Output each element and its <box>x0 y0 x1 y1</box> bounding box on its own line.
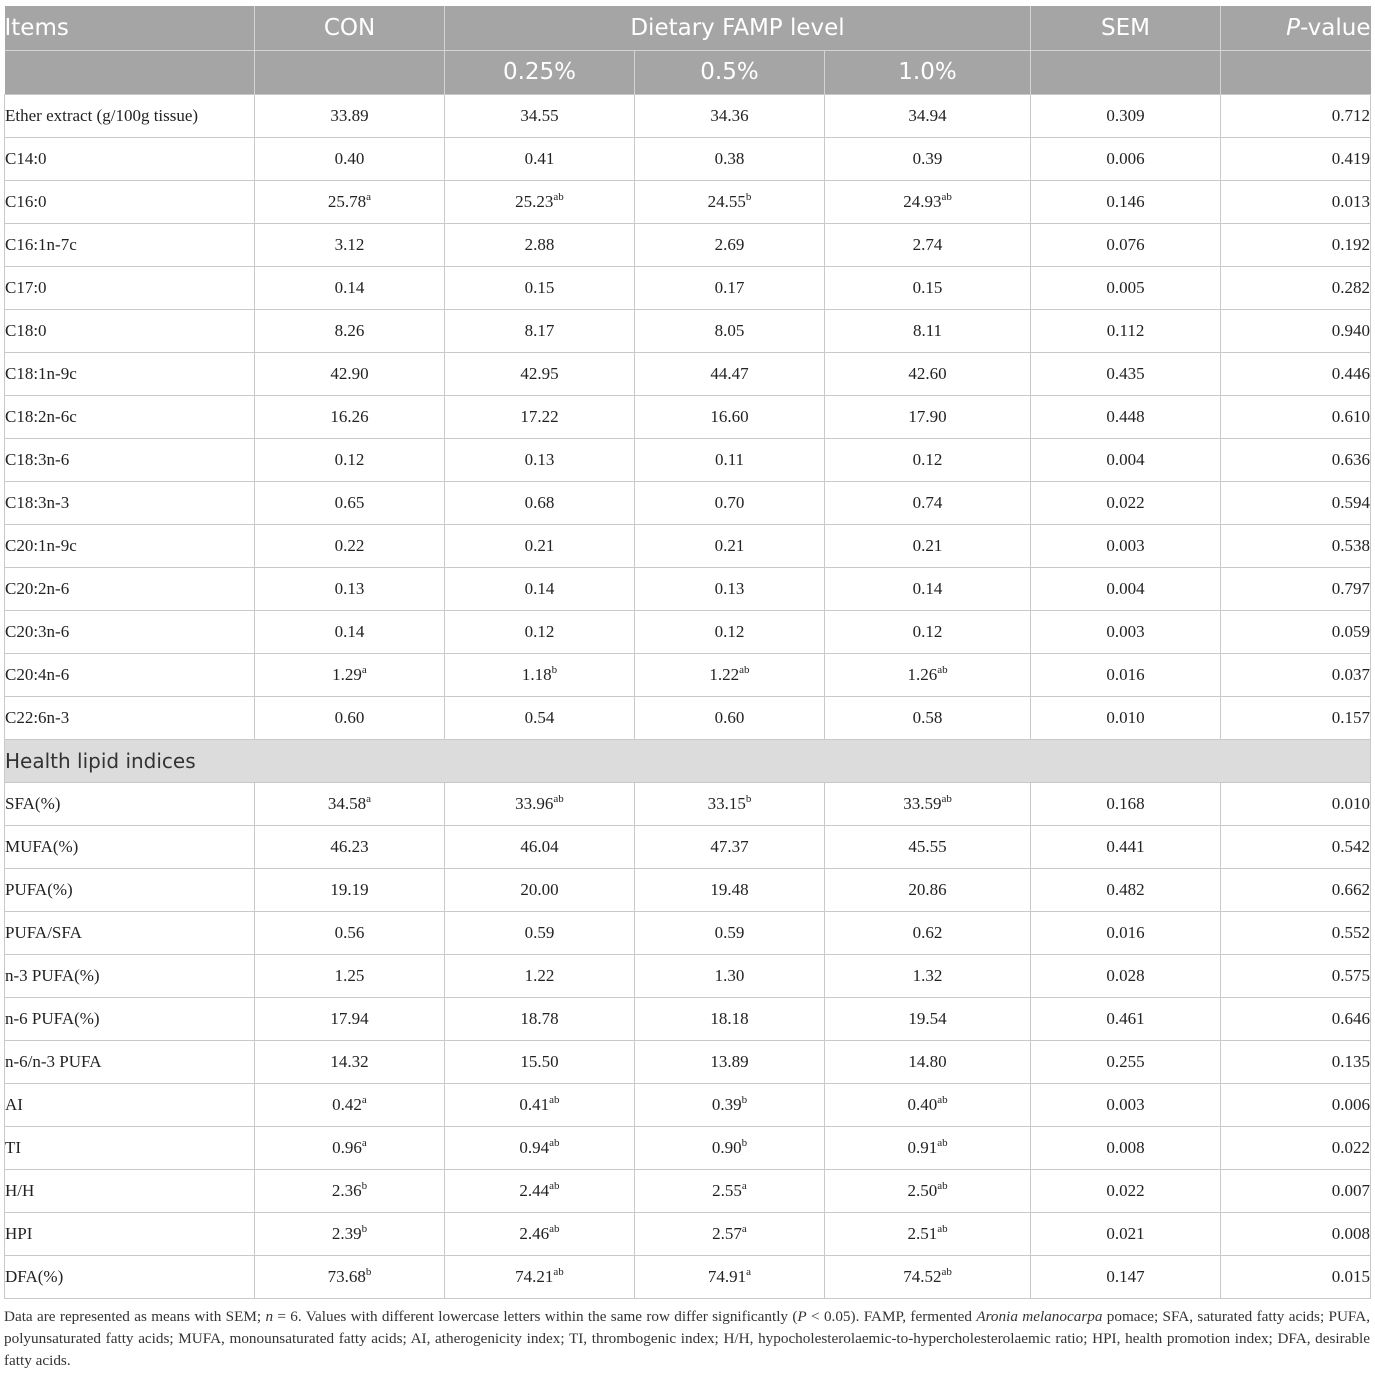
cell-level-1.0: 1.26$^{ab}$ <box>825 653 1031 696</box>
row-label: C18:0 <box>5 309 255 352</box>
row-label: n-6/n-3 PUFA <box>5 1040 255 1083</box>
cell-level-1.0: 0.58 <box>825 696 1031 739</box>
significance-letter: a <box>361 663 367 676</box>
cell-p-value: 0.575 <box>1221 954 1371 997</box>
cell-level-0.5: 0.21 <box>635 524 825 567</box>
cell-level-0.25: 0.94$^{ab}$ <box>445 1126 635 1169</box>
significance-letter: ab <box>549 1179 560 1192</box>
cell-sem: 0.003 <box>1031 610 1221 653</box>
cell-sem: 0.022 <box>1031 1169 1221 1212</box>
significance-letter: ab <box>937 663 948 676</box>
table-row <box>5 825 1371 868</box>
fatty-acid-table <box>4 6 1371 1299</box>
row-label: C20:3n-6 <box>5 610 255 653</box>
cell-level-1.0: 0.21 <box>825 524 1031 567</box>
cell-con: 0.42$^a$ <box>255 1083 445 1126</box>
cell-p-value: 0.008 <box>1221 1212 1371 1255</box>
cell-level-1.0: 14.80 <box>825 1040 1031 1083</box>
row-label: C18:1n-9c <box>5 352 255 395</box>
section-label: Health lipid indices <box>5 739 1371 782</box>
cell-sem: 0.005 <box>1031 266 1221 309</box>
cell-level-0.25: 25.23$^{ab}$ <box>445 180 635 223</box>
cell-level-0.5: 19.48 <box>635 868 825 911</box>
table-row <box>5 997 1371 1040</box>
row-label: H/H <box>5 1169 255 1212</box>
cell-level-0.5: 0.60 <box>635 696 825 739</box>
table-row <box>5 94 1371 137</box>
cell-sem: 0.441 <box>1031 825 1221 868</box>
cell-level-0.25: 0.41$^{ab}$ <box>445 1083 635 1126</box>
cell-level-0.5: 0.12 <box>635 610 825 653</box>
cell-level-1.0: 0.14 <box>825 567 1031 610</box>
cell-con: 8.26 <box>255 309 445 352</box>
cell-level-1.0: 0.74 <box>825 481 1031 524</box>
cell-con: 0.12 <box>255 438 445 481</box>
cell-level-0.25: 8.17 <box>445 309 635 352</box>
cell-level-1.0: 19.54 <box>825 997 1031 1040</box>
cell-sem: 0.255 <box>1031 1040 1221 1083</box>
table-row <box>5 223 1371 266</box>
cell-level-0.25: 17.22 <box>445 395 635 438</box>
significance-letter: ab <box>553 190 564 203</box>
cell-level-1.0: 0.40$^{ab}$ <box>825 1083 1031 1126</box>
cell-level-0.5: 0.17 <box>635 266 825 309</box>
cell-con: 42.90 <box>255 352 445 395</box>
cell-p-value: 0.282 <box>1221 266 1371 309</box>
cell-level-1.0: 2.74 <box>825 223 1031 266</box>
cell-level-0.5: 74.91$^a$ <box>635 1255 825 1298</box>
table-row <box>5 567 1371 610</box>
cell-sem: 0.435 <box>1031 352 1221 395</box>
significance-letter: ab <box>549 1136 560 1149</box>
header-con: CON <box>255 6 445 50</box>
header-level-0.25: 0.25% <box>445 50 635 94</box>
significance-letter: ab <box>937 1136 948 1149</box>
cell-p-value: 0.010 <box>1221 782 1371 825</box>
cell-level-1.0: 45.55 <box>825 825 1031 868</box>
cell-sem: 0.147 <box>1031 1255 1221 1298</box>
row-label: C18:2n-6c <box>5 395 255 438</box>
cell-sem: 0.003 <box>1031 1083 1221 1126</box>
cell-level-1.0: 0.12 <box>825 610 1031 653</box>
cell-level-0.5: 34.36 <box>635 94 825 137</box>
cell-level-0.5: 24.55$^b$ <box>635 180 825 223</box>
table-row <box>5 1083 1371 1126</box>
row-label: n-3 PUFA(%) <box>5 954 255 997</box>
significance-letter: a <box>746 1265 752 1278</box>
table-row <box>5 954 1371 997</box>
row-label: AI <box>5 1083 255 1126</box>
cell-level-0.5: 2.57$^a$ <box>635 1212 825 1255</box>
cell-p-value: 0.610 <box>1221 395 1371 438</box>
cell-level-0.5: 0.11 <box>635 438 825 481</box>
cell-p-value: 0.022 <box>1221 1126 1371 1169</box>
cell-level-1.0: 17.90 <box>825 395 1031 438</box>
cell-con: 33.89 <box>255 94 445 137</box>
table-row <box>5 696 1371 739</box>
header-level-1.0: 1.0% <box>825 50 1031 94</box>
cell-con: 0.60 <box>255 696 445 739</box>
row-label: n-6 PUFA(%) <box>5 997 255 1040</box>
header-row-1 <box>5 6 1371 50</box>
table-body <box>5 94 1371 1298</box>
row-label: C18:3n-3 <box>5 481 255 524</box>
cell-level-1.0: 2.51$^{ab}$ <box>825 1212 1031 1255</box>
cell-level-0.25: 74.21$^{ab}$ <box>445 1255 635 1298</box>
cell-con: 34.58$^a$ <box>255 782 445 825</box>
row-label: C14:0 <box>5 137 255 180</box>
table-footnote: Data are represented as means with SEM; n = 6. Values with different lowercase letters within the same row differ significantly (P < 0.05). FAMP, fermented Aronia melanocarpa pomace; SFA, saturated fatty acids; PUFA, polyunsaturated fatty acids; MUFA, monounsaturated fatty acids; AI, atherogenicity index; TI, thrombogenic index; H/H, hypocholesterolaemic-to-hypercholesterolaemic ratio; HPI, health promotion index; DFA, desirable fatty acids. <box>4 1308 1370 1369</box>
table-row <box>5 438 1371 481</box>
table-row <box>5 352 1371 395</box>
cell-level-1.0: 20.86 <box>825 868 1031 911</box>
cell-level-0.25: 2.88 <box>445 223 635 266</box>
header-p-value: P-value <box>1221 6 1371 50</box>
cell-level-1.0: 24.93$^{ab}$ <box>825 180 1031 223</box>
table-row <box>5 653 1371 696</box>
row-label: C20:4n-6 <box>5 653 255 696</box>
cell-p-value: 0.446 <box>1221 352 1371 395</box>
table-row <box>5 1040 1371 1083</box>
cell-sem: 0.021 <box>1031 1212 1221 1255</box>
cell-level-1.0: 1.32 <box>825 954 1031 997</box>
header-famp-level: Dietary FAMP level <box>445 6 1031 50</box>
cell-level-0.25: 0.41 <box>445 137 635 180</box>
cell-level-0.5: 18.18 <box>635 997 825 1040</box>
cell-p-value: 0.013 <box>1221 180 1371 223</box>
cell-level-0.25: 2.46$^{ab}$ <box>445 1212 635 1255</box>
header-blank <box>255 50 445 94</box>
row-label: SFA(%) <box>5 782 255 825</box>
cell-sem: 0.112 <box>1031 309 1221 352</box>
cell-con: 2.36$^b$ <box>255 1169 445 1212</box>
significance-letter: ab <box>937 1093 948 1106</box>
cell-p-value: 0.712 <box>1221 94 1371 137</box>
cell-con: 0.22 <box>255 524 445 567</box>
header-row-2 <box>5 50 1371 94</box>
row-label: HPI <box>5 1212 255 1255</box>
cell-con: 19.19 <box>255 868 445 911</box>
row-label: C16:0 <box>5 180 255 223</box>
cell-p-value: 0.006 <box>1221 1083 1371 1126</box>
row-label: C20:1n-9c <box>5 524 255 567</box>
significance-letter: b <box>745 190 752 203</box>
cell-level-0.25: 1.18$^b$ <box>445 653 635 696</box>
cell-level-0.5: 0.90$^b$ <box>635 1126 825 1169</box>
cell-sem: 0.076 <box>1031 223 1221 266</box>
cell-con: 16.26 <box>255 395 445 438</box>
significance-letter: ab <box>937 1222 948 1235</box>
cell-level-1.0: 2.50$^{ab}$ <box>825 1169 1031 1212</box>
cell-level-0.5: 0.39$^b$ <box>635 1083 825 1126</box>
cell-level-1.0: 8.11 <box>825 309 1031 352</box>
cell-sem: 0.482 <box>1031 868 1221 911</box>
row-label: DFA(%) <box>5 1255 255 1298</box>
cell-p-value: 0.007 <box>1221 1169 1371 1212</box>
significance-letter: b <box>365 1265 372 1278</box>
significance-letter: ab <box>941 190 952 203</box>
cell-level-0.5: 47.37 <box>635 825 825 868</box>
cell-con: 1.25 <box>255 954 445 997</box>
cell-level-0.25: 0.13 <box>445 438 635 481</box>
cell-level-0.25: 1.22 <box>445 954 635 997</box>
table-row <box>5 395 1371 438</box>
cell-con: 2.39$^b$ <box>255 1212 445 1255</box>
cell-level-1.0: 0.62 <box>825 911 1031 954</box>
header-blank <box>1031 50 1221 94</box>
cell-p-value: 0.542 <box>1221 825 1371 868</box>
cell-level-0.5: 0.38 <box>635 137 825 180</box>
significance-letter: a <box>366 190 372 203</box>
header-blank <box>1221 50 1371 94</box>
cell-p-value: 0.037 <box>1221 653 1371 696</box>
cell-con: 0.14 <box>255 610 445 653</box>
cell-level-1.0: 74.52$^{ab}$ <box>825 1255 1031 1298</box>
table-row <box>5 1169 1371 1212</box>
table-row <box>5 610 1371 653</box>
table-row <box>5 1126 1371 1169</box>
cell-p-value: 0.636 <box>1221 438 1371 481</box>
table-row <box>5 481 1371 524</box>
significance-letter: ab <box>553 792 564 805</box>
significance-letter: a <box>741 1222 747 1235</box>
cell-sem: 0.022 <box>1031 481 1221 524</box>
significance-letter: b <box>361 1222 368 1235</box>
cell-sem: 0.004 <box>1031 438 1221 481</box>
cell-level-1.0: 34.94 <box>825 94 1031 137</box>
cell-sem: 0.008 <box>1031 1126 1221 1169</box>
cell-level-1.0: 42.60 <box>825 352 1031 395</box>
cell-p-value: 0.192 <box>1221 223 1371 266</box>
cell-level-0.5: 0.70 <box>635 481 825 524</box>
cell-level-0.25: 46.04 <box>445 825 635 868</box>
significance-letter: ab <box>553 1265 564 1278</box>
table-row <box>5 868 1371 911</box>
cell-level-0.5: 13.89 <box>635 1040 825 1083</box>
row-label: C16:1n-7c <box>5 223 255 266</box>
table-row <box>5 524 1371 567</box>
cell-p-value: 0.594 <box>1221 481 1371 524</box>
cell-p-value: 0.662 <box>1221 868 1371 911</box>
row-label: C20:2n-6 <box>5 567 255 610</box>
cell-level-0.5: 1.30 <box>635 954 825 997</box>
cell-con: 0.65 <box>255 481 445 524</box>
cell-con: 0.13 <box>255 567 445 610</box>
row-label: Ether extract (g/100g tissue) <box>5 94 255 137</box>
significance-letter: b <box>741 1136 748 1149</box>
cell-con: 0.96$^a$ <box>255 1126 445 1169</box>
significance-letter: ab <box>941 792 952 805</box>
cell-con: 73.68$^b$ <box>255 1255 445 1298</box>
cell-level-0.25: 18.78 <box>445 997 635 1040</box>
cell-sem: 0.461 <box>1031 997 1221 1040</box>
significance-letter: ab <box>739 663 750 676</box>
cell-level-0.25: 33.96$^{ab}$ <box>445 782 635 825</box>
cell-sem: 0.448 <box>1031 395 1221 438</box>
significance-letter: a <box>361 1093 367 1106</box>
cell-sem: 0.016 <box>1031 653 1221 696</box>
cell-sem: 0.309 <box>1031 94 1221 137</box>
header-blank <box>5 50 255 94</box>
cell-level-0.25: 0.54 <box>445 696 635 739</box>
significance-letter: b <box>745 792 752 805</box>
cell-con: 0.40 <box>255 137 445 180</box>
significance-letter: ab <box>549 1093 560 1106</box>
cell-level-0.25: 0.59 <box>445 911 635 954</box>
cell-con: 3.12 <box>255 223 445 266</box>
table-row <box>5 180 1371 223</box>
cell-p-value: 0.135 <box>1221 1040 1371 1083</box>
cell-con: 17.94 <box>255 997 445 1040</box>
header-items: Items <box>5 6 255 50</box>
cell-sem: 0.004 <box>1031 567 1221 610</box>
table-row <box>5 266 1371 309</box>
cell-level-1.0: 0.39 <box>825 137 1031 180</box>
significance-letter: ab <box>937 1179 948 1192</box>
significance-letter: ab <box>941 1265 952 1278</box>
table-row <box>5 309 1371 352</box>
cell-level-0.25: 20.00 <box>445 868 635 911</box>
table-row <box>5 911 1371 954</box>
row-label: C22:6n-3 <box>5 696 255 739</box>
cell-sem: 0.016 <box>1031 911 1221 954</box>
cell-p-value: 0.538 <box>1221 524 1371 567</box>
cell-level-1.0: 0.15 <box>825 266 1031 309</box>
cell-con: 0.14 <box>255 266 445 309</box>
cell-p-value: 0.157 <box>1221 696 1371 739</box>
cell-level-0.25: 0.15 <box>445 266 635 309</box>
cell-p-value: 0.552 <box>1221 911 1371 954</box>
header-sem: SEM <box>1031 6 1221 50</box>
cell-level-0.5: 33.15$^b$ <box>635 782 825 825</box>
cell-con: 46.23 <box>255 825 445 868</box>
cell-p-value: 0.419 <box>1221 137 1371 180</box>
cell-con: 1.29$^a$ <box>255 653 445 696</box>
significance-letter: a <box>361 1136 367 1149</box>
row-label: MUFA(%) <box>5 825 255 868</box>
cell-level-0.5: 2.55$^a$ <box>635 1169 825 1212</box>
cell-level-0.25: 34.55 <box>445 94 635 137</box>
significance-letter: ab <box>549 1222 560 1235</box>
cell-sem: 0.006 <box>1031 137 1221 180</box>
row-label: PUFA(%) <box>5 868 255 911</box>
cell-level-0.5: 16.60 <box>635 395 825 438</box>
cell-sem: 0.028 <box>1031 954 1221 997</box>
significance-letter: b <box>361 1179 368 1192</box>
cell-level-0.25: 0.12 <box>445 610 635 653</box>
row-label: TI <box>5 1126 255 1169</box>
section-row <box>5 739 1371 782</box>
table-row <box>5 782 1371 825</box>
cell-level-0.5: 0.13 <box>635 567 825 610</box>
cell-level-0.25: 42.95 <box>445 352 635 395</box>
cell-level-1.0: 33.59$^{ab}$ <box>825 782 1031 825</box>
cell-con: 14.32 <box>255 1040 445 1083</box>
row-label: PUFA/SFA <box>5 911 255 954</box>
cell-level-0.5: 2.69 <box>635 223 825 266</box>
cell-sem: 0.003 <box>1031 524 1221 567</box>
significance-letter: b <box>741 1093 748 1106</box>
header-level-0.5: 0.5% <box>635 50 825 94</box>
row-label: C18:3n-6 <box>5 438 255 481</box>
cell-level-0.25: 2.44$^{ab}$ <box>445 1169 635 1212</box>
table-row <box>5 137 1371 180</box>
cell-con: 25.78$^a$ <box>255 180 445 223</box>
cell-p-value: 0.797 <box>1221 567 1371 610</box>
table-row <box>5 1255 1371 1298</box>
cell-level-0.25: 15.50 <box>445 1040 635 1083</box>
cell-p-value: 0.015 <box>1221 1255 1371 1298</box>
cell-sem: 0.146 <box>1031 180 1221 223</box>
cell-level-0.5: 8.05 <box>635 309 825 352</box>
cell-sem: 0.168 <box>1031 782 1221 825</box>
table-row <box>5 1212 1371 1255</box>
cell-p-value: 0.646 <box>1221 997 1371 1040</box>
cell-level-0.5: 0.59 <box>635 911 825 954</box>
significance-letter: b <box>551 663 558 676</box>
significance-letter: a <box>366 792 372 805</box>
cell-p-value: 0.059 <box>1221 610 1371 653</box>
cell-level-0.5: 1.22$^{ab}$ <box>635 653 825 696</box>
cell-level-0.5: 44.47 <box>635 352 825 395</box>
cell-sem: 0.010 <box>1031 696 1221 739</box>
cell-p-value: 0.940 <box>1221 309 1371 352</box>
cell-level-1.0: 0.12 <box>825 438 1031 481</box>
cell-con: 0.56 <box>255 911 445 954</box>
cell-level-0.25: 0.68 <box>445 481 635 524</box>
cell-level-0.25: 0.21 <box>445 524 635 567</box>
significance-letter: a <box>741 1179 747 1192</box>
row-label: C17:0 <box>5 266 255 309</box>
cell-level-0.25: 0.14 <box>445 567 635 610</box>
cell-level-1.0: 0.91$^{ab}$ <box>825 1126 1031 1169</box>
